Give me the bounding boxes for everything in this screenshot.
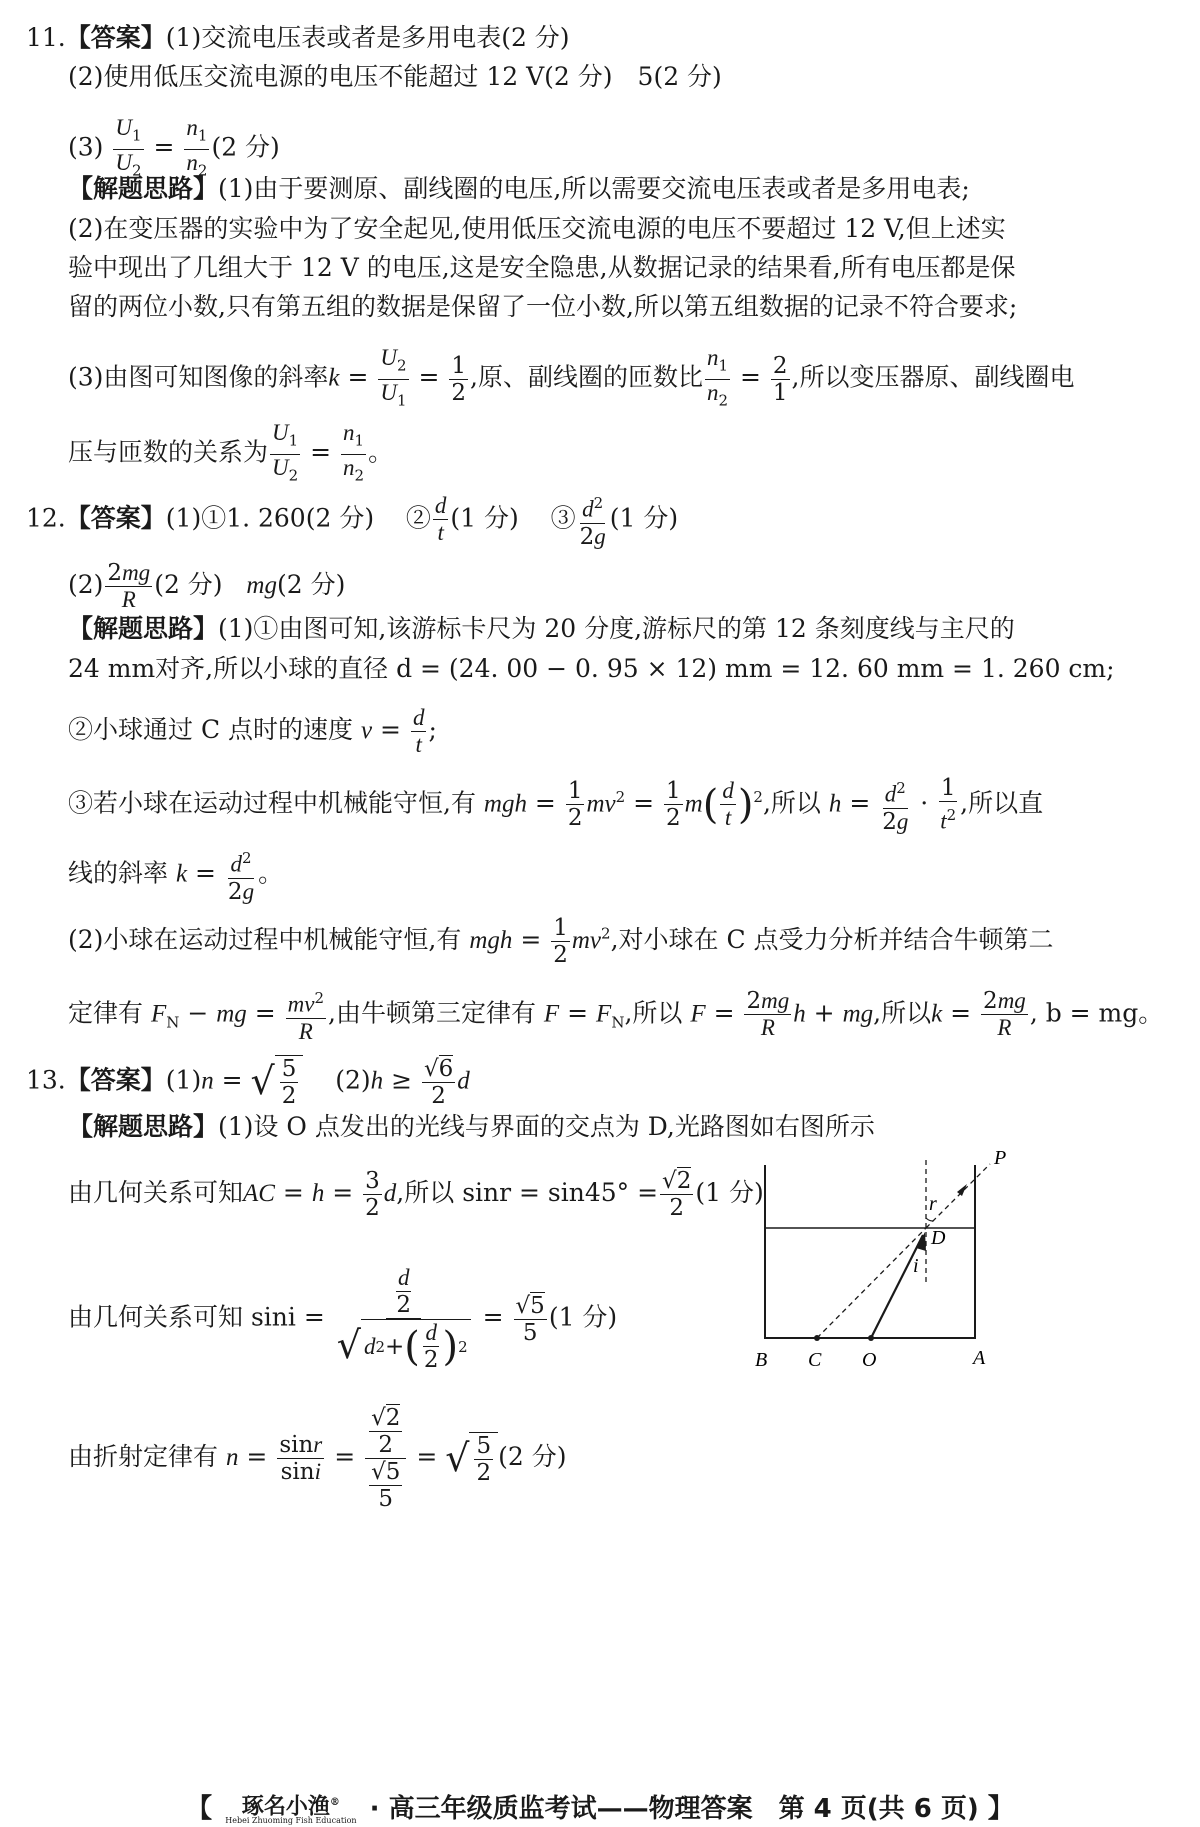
label: (3): [68, 132, 104, 162]
fraction: $\frac{n_1}{n_2}$: [706, 345, 729, 410]
point-o: [868, 1335, 874, 1341]
label-b: B: [755, 1349, 768, 1370]
registered-mark: ®: [329, 1796, 340, 1808]
text: (3)由图可知图像的斜率: [68, 362, 329, 392]
text: ,所以: [624, 998, 683, 1028]
label-o: O: [862, 1349, 877, 1370]
q11-reason-2c: 留的两位小数,只有第五组的数据是保留了一位小数,所以第五组数据的记录不符合要求;: [68, 292, 1018, 321]
fraction: $\frac{d}{t}$: [412, 705, 425, 757]
q11-reason-2b: 验中现出了几组大于 12 V 的电压,这是安全隐患,从数据记录的结果看,所有电压都是保: [68, 253, 1016, 282]
text: ,所以直: [960, 788, 1044, 818]
text: 压与匝数的关系为: [68, 437, 269, 467]
fraction: $\frac{2mg}{R}$: [746, 988, 790, 1041]
q11-reason-3: (3)由图可知图像的斜率k = $\frac{U_2}{U_1}$ = $\frac{1}{2}$ ,原、副线圈的匝数比 $\frac{n_1}{n_2}$ = $\frac{2}{1}$ ,所以变压器原、副线圈电: [68, 345, 1074, 413]
text: ,由牛顿第三定律有: [328, 998, 536, 1028]
mark: ②: [405, 503, 431, 533]
answer-tag: 【答案】: [65, 1065, 166, 1095]
score: (1 分): [450, 503, 519, 533]
q12-answer-line: [26, 490, 678, 550]
label: (2): [68, 570, 104, 599]
arrow-head-refracted: [957, 1184, 967, 1196]
fraction: $\frac{2}{1}$: [772, 352, 788, 406]
text: ,原、副线圈的匝数比: [470, 362, 703, 392]
fraction: $\frac{d^2}{2g}$: [226, 845, 256, 905]
q11-answer-2: (2)使用低压交流电源的电压不能超过 12 V(2 分) 5(2 分): [68, 62, 722, 91]
q12-reason-3b: 线的斜率 k = $\frac{d^2}{2g}$ 。: [68, 845, 283, 905]
fraction: $\frac{d^2}{2g}$: [880, 775, 910, 835]
bracket: 【: [186, 1794, 213, 1824]
angle-r-arc: [926, 1218, 933, 1221]
score: (2 分): [211, 132, 280, 162]
q12-reason-1: [68, 612, 1015, 646]
q11-reason-1: [68, 172, 970, 206]
score: (1 分): [609, 503, 679, 533]
extended-ray: [817, 1228, 926, 1338]
q12-reason-1b: 24 mm对齐,所以小球的直径 d = (24. 00 − 0. 95 × 12) mm = 12. 60 mm = 1. 260 cm;: [68, 654, 1115, 683]
fraction: $\frac{U_2}{U_1}$: [380, 345, 407, 410]
fraction: $\frac{2mg}{R}$: [107, 560, 151, 612]
fraction: $\frac{d}{t}$: [722, 778, 734, 831]
fraction: $\frac{U_1}{U_2}$: [272, 420, 299, 485]
fraction: $\frac{√6}{2}$: [423, 1055, 454, 1109]
fraction: $\frac{\frac{√2}{2}}{\frac{√5}{5}}$: [365, 1405, 406, 1512]
question-number: 12.: [26, 503, 66, 533]
text: (1)①由图可知,该游标卡尺为 20 分度,游标尺的第 12 条刻度线与主尺的: [218, 614, 1015, 643]
fraction-u1-u2: $\frac{U_1}{U_2}$: [115, 115, 142, 180]
footer-text: · 高三年级质监考试——物理答案 第 4 页(共 6 页): [369, 1794, 979, 1824]
fraction: $\frac{1}{t^2}$: [940, 775, 957, 834]
fraction: $\frac{3}{2}$: [365, 1168, 380, 1221]
text: , b = mg。: [1029, 998, 1164, 1028]
q11-answer-3: (3) $\frac{U_1}{U_2}$ = $\frac{n_1}{n_2}$ (2 分): [68, 115, 280, 183]
answer-tag: 【答案】: [65, 23, 166, 52]
text: 由几何关系可知: [68, 1178, 244, 1207]
fraction: $\frac{d^2}{2g}$: [578, 490, 608, 550]
publisher-logo: [225, 1793, 356, 1826]
fraction-sini: $\frac{d}{2}$ √ d 2 + ( d 2 ) 2: [335, 1265, 473, 1373]
page-footer: [0, 1788, 1200, 1826]
score: (1 分): [548, 1302, 618, 1332]
q12-reason-4: (2)小球在运动过程中机械能守恒,有 mgh = $\frac{1}{2}$ $mv^2$,对小球在 C 点受力分析并结合牛顿第二: [68, 915, 1054, 968]
answer-tag: 【答案】: [65, 503, 166, 533]
fraction: $\frac{1}{2}$: [567, 778, 583, 832]
label-i: i: [913, 1255, 919, 1277]
text: 定律有: [68, 998, 144, 1028]
label-a: A: [973, 1347, 986, 1369]
reason-tag: 【解题思路】: [68, 1112, 219, 1141]
fraction: $\frac{√5}{5}$: [515, 1292, 545, 1346]
fraction: $\frac{d}{t}$: [434, 493, 447, 546]
fraction-n1-n2: $\frac{n_1}{n_2}$: [186, 115, 208, 180]
fraction: $\frac{1}{2}$: [451, 352, 467, 406]
text: ,所以变压器原、副线圈电: [791, 362, 1075, 392]
label-p: P: [994, 1147, 1007, 1169]
light-path-diagram: [745, 1140, 1020, 1370]
answer-text: (1)交流电压表或者是多用电表(2 分): [165, 23, 570, 52]
text: ,所以: [873, 998, 932, 1028]
label-d: D: [931, 1227, 946, 1249]
label-r: r: [929, 1193, 937, 1215]
text: ,对小球在 C 点受力分析并结合牛顿第二: [610, 925, 1054, 954]
text: 线的斜率: [68, 858, 169, 888]
q13-reason-0: [68, 1110, 875, 1144]
reason-tag: 【解题思路】: [68, 174, 219, 203]
text: ,所以: [762, 788, 821, 818]
q13-reason-2: 由几何关系可知 sini = $\frac{d}{2}$ √ d 2 + ( d 2 ) 2 = $\frac{√5}{5}$ (1 分): [68, 1265, 618, 1373]
text: (1)设 O 点发出的光线与界面的交点为 D,光路图如右图所示: [218, 1112, 875, 1141]
container-walls: [765, 1165, 975, 1338]
fraction: $\frac{√2}{2}$: [662, 1168, 692, 1221]
reason-text: (1)由于要测原、副线圈的电压,所以需要交流电压表或者是多用电表;: [218, 174, 970, 203]
text: (2)小球在运动过程中机械能守恒,有: [68, 925, 462, 954]
fraction: $\frac{mv^2}{R}$: [286, 985, 326, 1045]
label: (1): [165, 1065, 202, 1095]
text: (1)①1. 260(2 分): [165, 503, 375, 533]
text: 由几何关系可知 sini =: [68, 1302, 325, 1332]
text: 由折射定律有: [68, 1442, 219, 1471]
mark: ③: [550, 503, 576, 533]
logo-name: 琢名小渔: [241, 1793, 330, 1820]
q13-reason-3: 由折射定律有 n = $\frac{\sin r}{\sin i}$ = $\frac{\frac{√2}{2}}{\frac{√5}{5}}$ = √ 5 2 (2 分): [68, 1405, 567, 1512]
q11-reason-3b: 压与匝数的关系为 $\frac{U_1}{U_2}$ = $\frac{n_1}{n_2}$ 。: [68, 420, 393, 488]
text: ,所以 sinr = sin45° =: [396, 1178, 659, 1207]
score: (2 分): [276, 570, 346, 599]
q12-reason-4b: 定律有 $F_N$ − mg = $\frac{mv^2}{R}$ ,由牛顿第三定律有 $F = F_N$,所以 F = $\frac{2mg}{R}$ h + mg,所以k = $\frac{2mg}{R}$ , b = mg。: [68, 985, 1163, 1045]
question-number: 11.: [26, 23, 66, 52]
point-c: [814, 1335, 820, 1341]
q12-reason-2: ②小球通过 C 点时的速度 v = $\frac{d}{t}$ ;: [68, 705, 437, 757]
fraction: $\frac{\sin r}{\sin i}$: [279, 1432, 323, 1485]
logo-english: Hebei Zhuoming Fish Education: [225, 1816, 357, 1826]
arrow-head-incident: [916, 1232, 926, 1251]
question-number: 13.: [26, 1065, 66, 1095]
fraction: $\frac{1}{2}$: [666, 778, 681, 832]
q13-answer-line: 13.【答案】(1)n = √ 5 2 (2)h ≥ $\frac{√6}{2}$ d: [26, 1055, 470, 1109]
score: (2 分): [498, 1442, 567, 1471]
q13-reason-1: 由几何关系可知AC = h = $\frac{3}{2}$ d,所以 sinr = sin45° = $\frac{√2}{2}$ (1 分): [68, 1168, 764, 1221]
label-c: C: [808, 1349, 822, 1370]
bracket: 】: [987, 1794, 1014, 1824]
fraction: $\frac{2mg}{R}$: [983, 988, 1026, 1041]
q12-reason-3: ③若小球在运动过程中机械能守恒,有 mgh = $\frac{1}{2}$ $mv^2$ = $\frac{1}{2}$ m( $\frac{d}{t}$ )$^2$,所以 h = $\frac{d^2}{2g}$ · $\frac{1}{t^2}$ ,所以直: [68, 775, 1044, 835]
fraction: $\frac{n_1}{n_2}$: [343, 420, 365, 485]
incident-ray: [871, 1235, 923, 1338]
q12-answer-2: (2) $\frac{2mg}{R}$ (2 分) mg(2 分): [68, 560, 346, 612]
score: (2 分): [154, 570, 223, 599]
q11-reason-2a: (2)在变压器的实验中为了安全起见,使用低压交流电源的电压不要超过 12 V,但上述实: [68, 214, 1006, 243]
reason-tag: 【解题思路】: [68, 614, 219, 643]
text: ②小球通过 C 点时的速度: [68, 715, 354, 744]
sqrt: √ 5 2: [445, 1432, 498, 1486]
sqrt: √ 5 2: [251, 1055, 304, 1109]
fraction: $\frac{1}{2}$: [553, 915, 568, 968]
q11-answer-line: [26, 21, 570, 55]
label: (2): [335, 1065, 371, 1095]
score: (1 分): [695, 1178, 764, 1207]
text: ③若小球在运动过程中机械能守恒,有: [68, 788, 476, 818]
